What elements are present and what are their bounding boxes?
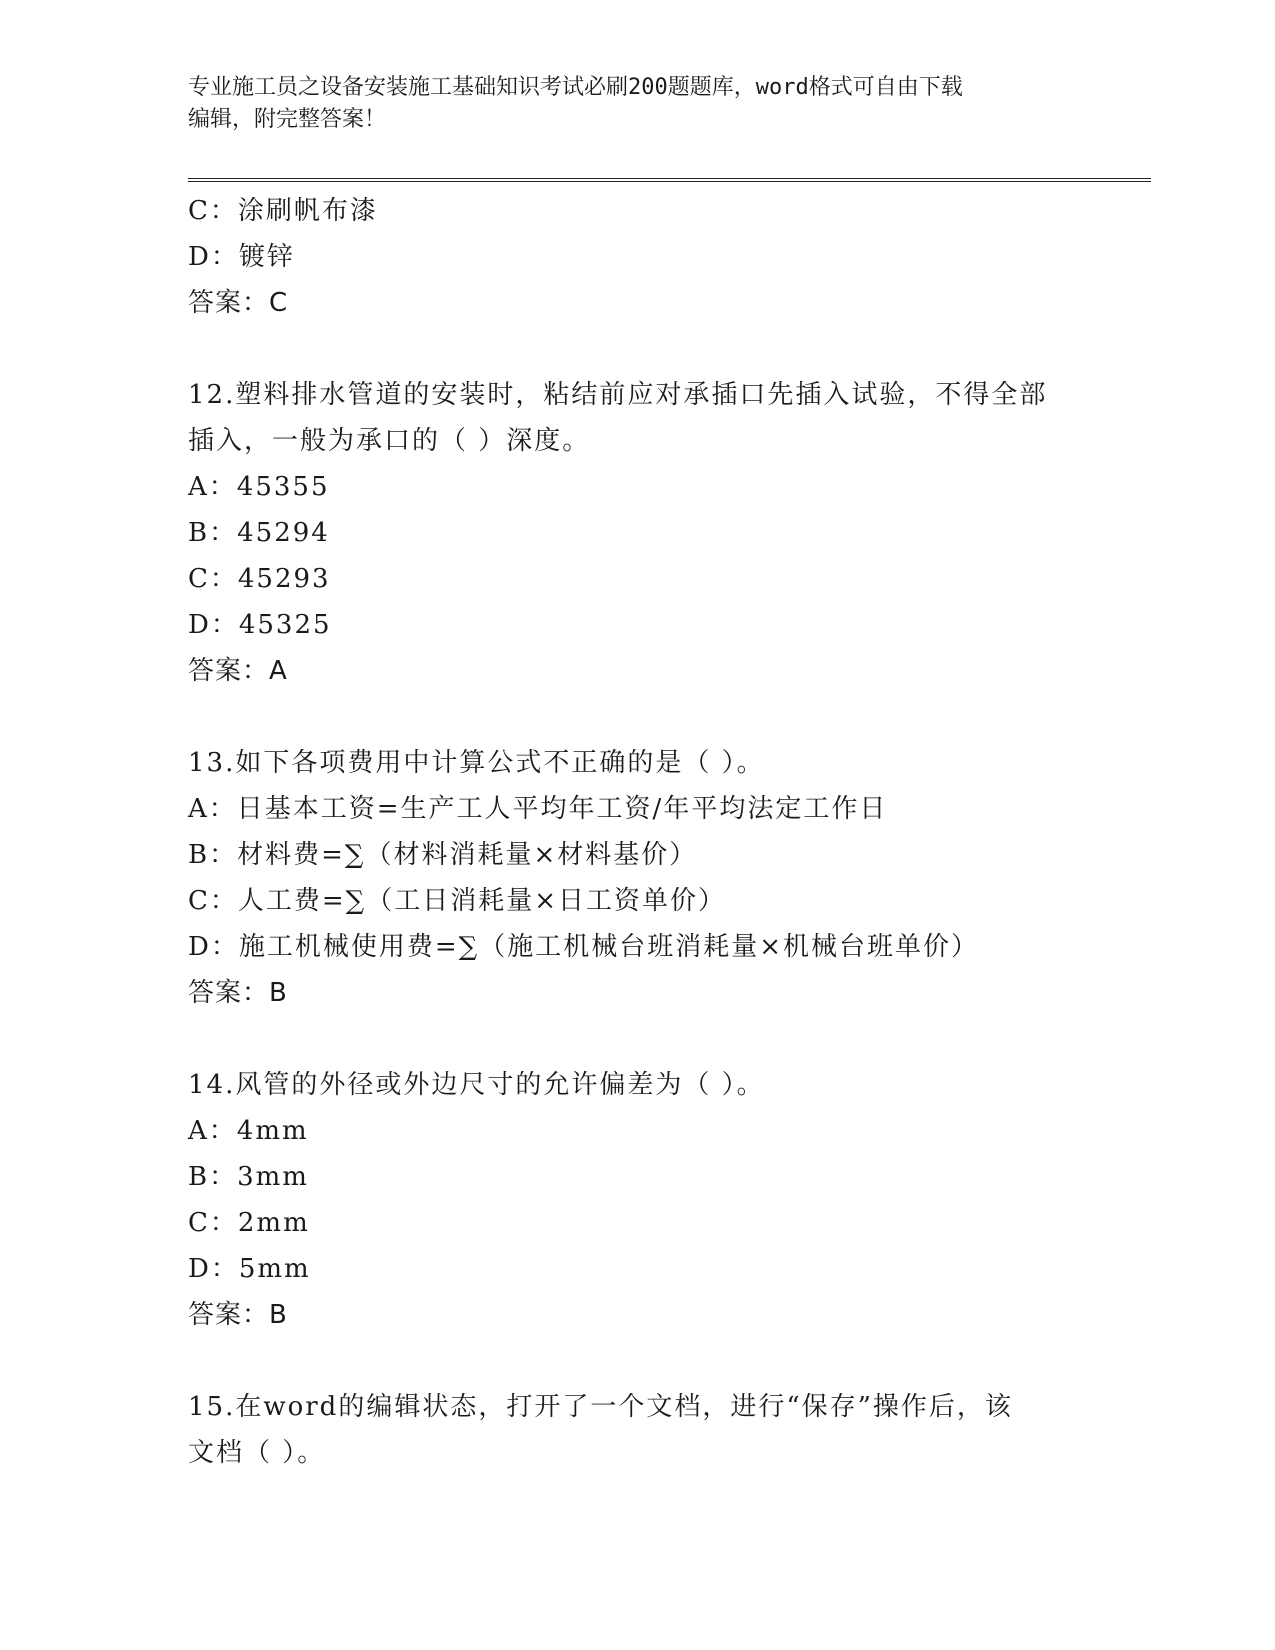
- q12-option-c: C：45293: [188, 564, 331, 594]
- q12-option-d: D：45325: [188, 610, 332, 640]
- q12-answer: 答案：A: [188, 656, 288, 686]
- spacer: [188, 694, 1088, 740]
- q13-stem-line-1: 13.如下各项费用中计算公式不正确的是（ ）。: [188, 748, 765, 778]
- spacer: [188, 326, 1088, 372]
- question-list: [188, 188, 1088, 1476]
- q14-option-c: C：2mm: [188, 1208, 310, 1238]
- q11-option-c: C：涂刷帆布漆: [188, 196, 378, 226]
- q14-option-a: A：4mm: [188, 1116, 309, 1146]
- q12-stem-line-1: 12.塑料排水管道的安装时，粘结前应对承插口先插入试验，不得全部: [188, 380, 1048, 410]
- q11-option-d: D：镀锌: [188, 242, 295, 272]
- q14-stem-line-1: 14.风管的外径或外边尺寸的允许偏差为（ ）。: [188, 1070, 765, 1100]
- header-line-2: 编辑，附完整答案！: [188, 107, 387, 132]
- q15-stem-line-2: 文档（ ）。: [188, 1438, 326, 1468]
- q14-answer: 答案：B: [188, 1300, 288, 1330]
- header-divider: [188, 178, 1151, 182]
- q14-option-d: D：5mm: [188, 1254, 311, 1284]
- q13-option-a: A：日基本工资=生产工人平均年工资/年平均法定工作日: [188, 794, 888, 824]
- document-header: [188, 72, 1088, 136]
- q11-answer: 答案：C: [188, 288, 289, 318]
- q13-option-c: C：人工费=∑（工日消耗量×日工资单价）: [188, 886, 727, 916]
- header-line-1: 专业施工员之设备安装施工基础知识考试必刷200题题库，word格式可自由下载: [188, 75, 963, 100]
- q15-stem-line-1: 15.在word的编辑状态，打开了一个文档，进行“保存”操作后，该: [188, 1392, 1013, 1422]
- q13-option-b: B：材料费=∑（材料消耗量×材料基价）: [188, 840, 698, 870]
- q14-option-b: B：3mm: [188, 1162, 309, 1192]
- spacer: [188, 1016, 1088, 1062]
- spacer: [188, 1338, 1088, 1384]
- q12-stem-line-2: 插入，一般为承口的（ ）深度。: [188, 426, 591, 456]
- q13-option-d: D：施工机械使用费=∑（施工机械台班消耗量×机械台班单价）: [188, 932, 979, 962]
- q13-answer: 答案：B: [188, 978, 288, 1008]
- q12-option-b: B：45294: [188, 518, 330, 548]
- q12-option-a: A：45355: [188, 472, 330, 502]
